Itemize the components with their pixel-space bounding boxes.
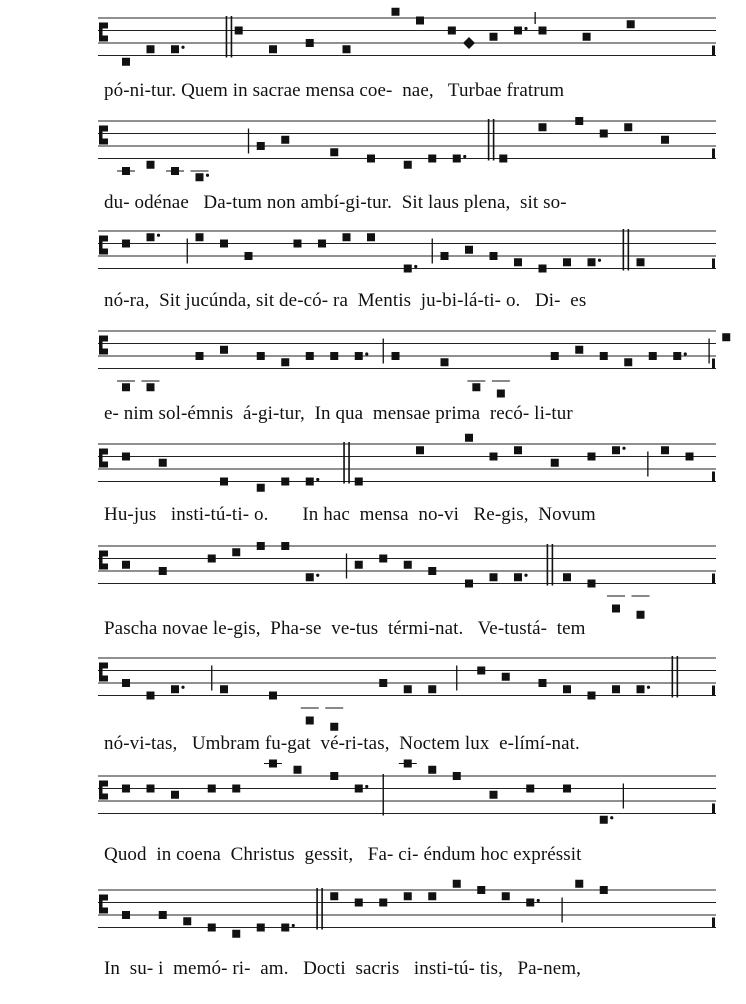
mora-dot xyxy=(537,899,540,902)
punctum-note xyxy=(453,880,461,888)
punctum-note xyxy=(281,136,289,144)
custos-icon xyxy=(712,804,715,814)
punctum-note xyxy=(514,573,522,581)
do-clef-icon xyxy=(102,551,108,557)
punctum-note xyxy=(281,542,289,550)
rhombus-note xyxy=(463,37,475,49)
punctum-note xyxy=(257,142,265,150)
punctum-note xyxy=(490,252,498,260)
punctum-note xyxy=(514,27,522,35)
punctum-note xyxy=(122,911,130,919)
custos-icon xyxy=(712,149,715,159)
punctum-note xyxy=(355,561,363,569)
punctum-note xyxy=(612,605,620,613)
do-clef-icon xyxy=(102,23,108,29)
punctum-note xyxy=(575,880,583,888)
punctum-note xyxy=(612,685,620,693)
mora-dot xyxy=(610,816,613,819)
mora-dot xyxy=(622,447,625,450)
punctum-note xyxy=(330,148,338,156)
do-clef-icon xyxy=(102,663,108,669)
punctum-note xyxy=(330,723,338,731)
punctum-note xyxy=(465,580,473,588)
lyrics-line: e- nim sol-émnis á-gi-tur, In qua mensae prima recó- li-tur xyxy=(104,403,573,424)
punctum-note xyxy=(147,785,155,793)
mora-dot xyxy=(524,27,527,30)
punctum-note xyxy=(122,58,130,66)
punctum-note xyxy=(575,117,583,125)
punctum-note xyxy=(147,383,155,391)
punctum-note xyxy=(404,161,412,169)
do-clef-icon xyxy=(102,249,108,255)
punctum-note xyxy=(404,265,412,273)
do-clef-icon xyxy=(102,676,108,682)
punctum-note xyxy=(624,358,632,366)
mora-dot xyxy=(157,234,160,237)
mora-dot xyxy=(684,352,687,355)
custos-icon xyxy=(712,472,715,482)
punctum-note xyxy=(294,240,302,248)
punctum-note xyxy=(245,252,253,260)
punctum-note xyxy=(627,20,635,28)
punctum-note xyxy=(235,27,243,35)
do-clef-icon xyxy=(102,908,108,914)
punctum-note xyxy=(220,346,228,354)
custos-icon xyxy=(712,574,715,584)
punctum-note xyxy=(428,155,436,163)
lyrics-line: Pascha novae le-gis, Pha-se ve-tus térmi-nat. Ve-tustá- tem xyxy=(104,618,586,639)
do-clef-icon xyxy=(99,449,103,468)
punctum-note xyxy=(583,33,591,41)
punctum-note xyxy=(392,8,400,16)
punctum-note xyxy=(122,785,130,793)
punctum-note xyxy=(661,446,669,454)
mora-dot xyxy=(181,686,184,689)
punctum-note xyxy=(330,892,338,900)
do-clef-icon xyxy=(99,126,103,145)
punctum-note xyxy=(428,567,436,575)
punctum-note xyxy=(416,17,424,25)
do-clef-icon xyxy=(102,126,108,132)
punctum-note xyxy=(526,899,534,907)
custos-icon xyxy=(712,46,715,56)
punctum-note xyxy=(379,899,387,907)
punctum-note xyxy=(147,233,155,241)
do-clef-icon xyxy=(99,781,103,800)
punctum-note xyxy=(232,548,240,556)
punctum-note xyxy=(269,692,277,700)
punctum-note xyxy=(159,567,167,575)
punctum-note xyxy=(637,685,645,693)
do-clef-icon xyxy=(102,794,108,800)
custos-icon xyxy=(712,918,715,928)
punctum-note xyxy=(600,886,608,894)
punctum-note xyxy=(649,352,657,360)
mora-dot xyxy=(524,574,527,577)
do-clef-icon xyxy=(99,336,103,355)
punctum-note xyxy=(588,453,596,461)
punctum-note xyxy=(428,766,436,774)
punctum-note xyxy=(343,233,351,241)
mora-dot xyxy=(365,352,368,355)
punctum-note xyxy=(330,772,338,780)
punctum-note xyxy=(416,446,424,454)
lyrics-line: Hu-jus insti-tú-ti- o. In hac mensa no-vi Re-gis, Novum xyxy=(104,504,596,525)
do-clef-icon xyxy=(99,236,103,255)
punctum-note xyxy=(686,453,694,461)
punctum-note xyxy=(171,685,179,693)
lyrics-line: Quod in coena Christus gessit, Fa- ci- éndum hoc expréssit xyxy=(104,844,582,865)
punctum-note xyxy=(220,240,228,248)
do-clef-icon xyxy=(99,663,103,682)
punctum-note xyxy=(588,692,596,700)
punctum-note xyxy=(171,791,179,799)
mora-dot xyxy=(463,155,466,158)
punctum-note xyxy=(220,478,228,486)
punctum-note xyxy=(306,352,314,360)
mora-dot xyxy=(598,259,601,262)
mora-dot xyxy=(316,478,319,481)
punctum-note xyxy=(294,766,302,774)
punctum-note xyxy=(147,45,155,53)
punctum-note xyxy=(502,673,510,681)
punctum-note xyxy=(453,772,461,780)
punctum-note xyxy=(367,233,375,241)
punctum-note xyxy=(563,258,571,266)
mora-dot xyxy=(414,265,417,268)
punctum-note xyxy=(499,155,507,163)
punctum-note xyxy=(281,358,289,366)
punctum-note xyxy=(514,446,522,454)
punctum-note xyxy=(379,555,387,563)
punctum-note xyxy=(600,352,608,360)
punctum-note xyxy=(269,45,277,53)
do-clef-icon xyxy=(102,349,108,355)
punctum-note xyxy=(661,136,669,144)
punctum-note xyxy=(208,555,216,563)
punctum-note xyxy=(637,258,645,266)
punctum-note xyxy=(196,173,204,181)
punctum-note xyxy=(159,911,167,919)
lyrics-line: In su- i memó- ri- am. Docti sacris insti-tú- tis, Pa-nem, xyxy=(104,958,581,979)
punctum-note xyxy=(490,453,498,461)
punctum-note xyxy=(428,685,436,693)
punctum-note xyxy=(183,917,191,925)
punctum-note xyxy=(257,484,265,492)
punctum-note xyxy=(379,679,387,687)
do-clef-icon xyxy=(102,462,108,468)
punctum-note xyxy=(122,561,130,569)
punctum-note xyxy=(465,434,473,442)
punctum-note xyxy=(257,542,265,550)
punctum-note xyxy=(257,924,265,932)
mora-dot xyxy=(181,46,184,49)
punctum-note xyxy=(122,453,130,461)
punctum-note xyxy=(539,27,547,35)
punctum-note xyxy=(551,352,559,360)
custos-icon xyxy=(712,686,715,696)
punctum-note xyxy=(453,155,461,163)
lyrics-line: nó-ra, Sit jucúnda, sit de-có- ra Mentis ju-bi-lá-ti- o. Di- es xyxy=(104,290,587,311)
do-clef-icon xyxy=(102,139,108,145)
punctum-note xyxy=(448,27,456,35)
punctum-note xyxy=(122,240,130,248)
punctum-note xyxy=(539,265,547,273)
punctum-note xyxy=(624,123,632,131)
do-clef-icon xyxy=(102,781,108,787)
lyrics-line: pó-ni-tur. Quem in sacrae mensa coe- nae, Turbae fratrum xyxy=(104,80,565,101)
lyrics-line: nó-vi-tas, Umbram fu-gat vé-ri-tas, Noctem lux e-límí-nat. xyxy=(104,733,580,754)
do-clef-icon xyxy=(102,564,108,570)
do-clef-icon xyxy=(99,551,103,570)
punctum-note xyxy=(306,717,314,725)
do-clef-icon xyxy=(99,23,103,42)
punctum-note xyxy=(612,446,620,454)
punctum-note xyxy=(465,246,473,254)
mora-dot xyxy=(316,574,319,577)
punctum-note xyxy=(563,785,571,793)
do-clef-icon xyxy=(99,895,103,914)
punctum-note xyxy=(318,240,326,248)
do-clef-icon xyxy=(102,36,108,42)
punctum-note xyxy=(526,785,534,793)
do-clef-icon xyxy=(102,895,108,901)
punctum-note xyxy=(196,233,204,241)
do-clef-icon xyxy=(102,236,108,242)
punctum-note xyxy=(490,791,498,799)
punctum-note xyxy=(588,580,596,588)
punctum-note xyxy=(355,899,363,907)
punctum-note xyxy=(281,478,289,486)
punctum-note xyxy=(600,816,608,824)
punctum-note xyxy=(122,679,130,687)
punctum-note xyxy=(404,561,412,569)
mora-dot xyxy=(292,924,295,927)
punctum-note xyxy=(441,358,449,366)
punctum-note xyxy=(477,667,485,675)
punctum-note xyxy=(404,685,412,693)
punctum-note xyxy=(232,785,240,793)
punctum-note xyxy=(147,692,155,700)
punctum-note xyxy=(220,685,228,693)
punctum-note xyxy=(637,611,645,619)
punctum-note xyxy=(159,459,167,467)
punctum-note xyxy=(208,924,216,932)
punctum-note xyxy=(539,123,547,131)
punctum-note xyxy=(404,892,412,900)
punctum-note xyxy=(281,924,289,932)
punctum-note xyxy=(514,258,522,266)
punctum-note xyxy=(232,930,240,938)
punctum-note xyxy=(497,390,505,398)
punctum-note xyxy=(502,892,510,900)
punctum-note xyxy=(722,333,730,341)
punctum-note xyxy=(355,352,363,360)
punctum-note xyxy=(472,383,480,391)
punctum-note xyxy=(441,252,449,260)
mora-dot xyxy=(206,174,209,177)
punctum-note xyxy=(490,573,498,581)
lyrics-line: du- odénae Da-tum non ambí-gi-tur. Sit laus plena, sit so- xyxy=(104,192,567,213)
punctum-note xyxy=(563,685,571,693)
punctum-note xyxy=(588,258,596,266)
punctum-note xyxy=(355,785,363,793)
punctum-note xyxy=(257,352,265,360)
punctum-note xyxy=(306,478,314,486)
punctum-note xyxy=(122,383,130,391)
punctum-note xyxy=(551,459,559,467)
punctum-note xyxy=(330,352,338,360)
punctum-note xyxy=(575,346,583,354)
punctum-note xyxy=(171,45,179,53)
punctum-note xyxy=(208,785,216,793)
punctum-note xyxy=(392,352,400,360)
custos-icon xyxy=(712,359,715,369)
mora-dot xyxy=(647,686,650,689)
punctum-note xyxy=(367,155,375,163)
punctum-note xyxy=(600,130,608,138)
do-clef-icon xyxy=(102,449,108,455)
punctum-note xyxy=(147,161,155,169)
punctum-note xyxy=(673,352,681,360)
punctum-note xyxy=(490,33,498,41)
punctum-note xyxy=(306,39,314,47)
punctum-note xyxy=(428,892,436,900)
punctum-note xyxy=(563,573,571,581)
punctum-note xyxy=(196,352,204,360)
mora-dot xyxy=(365,785,368,788)
punctum-note xyxy=(306,573,314,581)
punctum-note xyxy=(539,679,547,687)
punctum-note xyxy=(355,478,363,486)
punctum-note xyxy=(343,45,351,53)
custos-icon xyxy=(712,259,715,269)
do-clef-icon xyxy=(102,336,108,342)
punctum-note xyxy=(477,886,485,894)
